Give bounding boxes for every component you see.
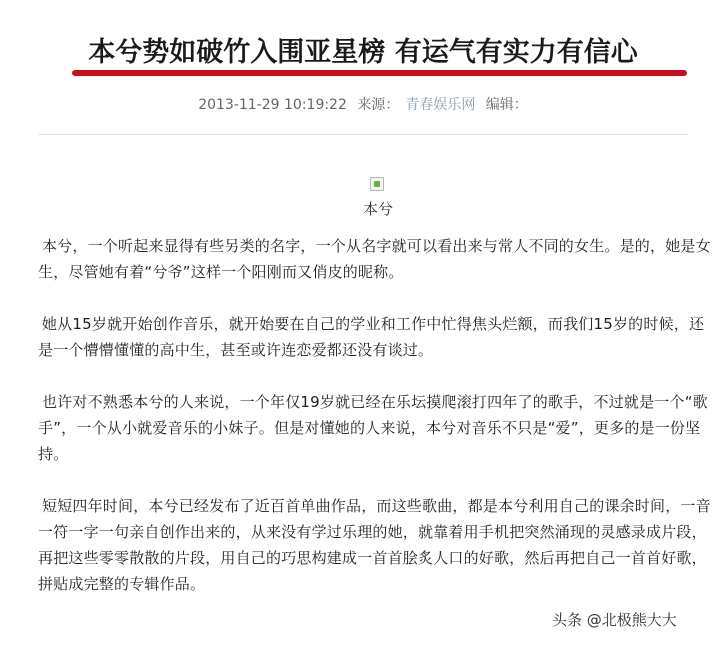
editor-label: 编辑： (485, 97, 528, 113)
paragraph-2: 她从15岁就开始创作音乐，就开始要在自己的学业和工作中忙得焦头烂额，而我们15岁的时候，还是一个懵懵懂懂的高中生，甚至或许连恋爱都还没有谈过。 (38, 315, 705, 359)
watermark: 头条 @北极熊大大 (552, 611, 677, 629)
paragraph-1: 本兮，一个听起来显得有些另类的名字，一个从名字就可以看出来与常人不同的女生。是的，她是女生，尽管她有着“兮爷”这样一个阳刚而又俏皮的昵称。 (38, 237, 711, 281)
source-link[interactable]: 青春娱乐网 (405, 97, 476, 113)
paragraph-3: 也许对不熟悉本兮的人来说，一个年仅19岁就已经在乐坛摸爬滚打四年了的歌手，不过就是一个“歌手”，一个从小就爱音乐的小妹子。但是对懂她的人来说，本兮对音乐不只是“爱”，更多的是一份坚持。 (38, 393, 708, 463)
article-meta (0, 94, 726, 114)
divider (38, 134, 688, 135)
publish-date: 2013-11-29 10:19:22 (198, 97, 347, 113)
article-title: 本兮势如破竹入围亚星榜 有运气有实力有信心 (88, 37, 638, 68)
paragraph-4: 短短四年时间，本兮已经发布了近百首单曲作品，而这些歌曲，都是本兮利用自己的课余时间，一音一符一字一句亲自创作出来的，从来没有学过乐理的她，就靠着用手机把突然涌现的灵感录成片段，再把这些零零散散的片段，用自己的巧思构建成一首首脍炙人口的好歌，然后再把自己一首首好歌，拼贴成完整的专辑作品。 (38, 497, 711, 593)
title-underline (72, 70, 687, 76)
source-label: 来源： (357, 97, 400, 113)
broken-image-icon (370, 177, 384, 191)
image-caption: 本兮 (362, 200, 393, 218)
